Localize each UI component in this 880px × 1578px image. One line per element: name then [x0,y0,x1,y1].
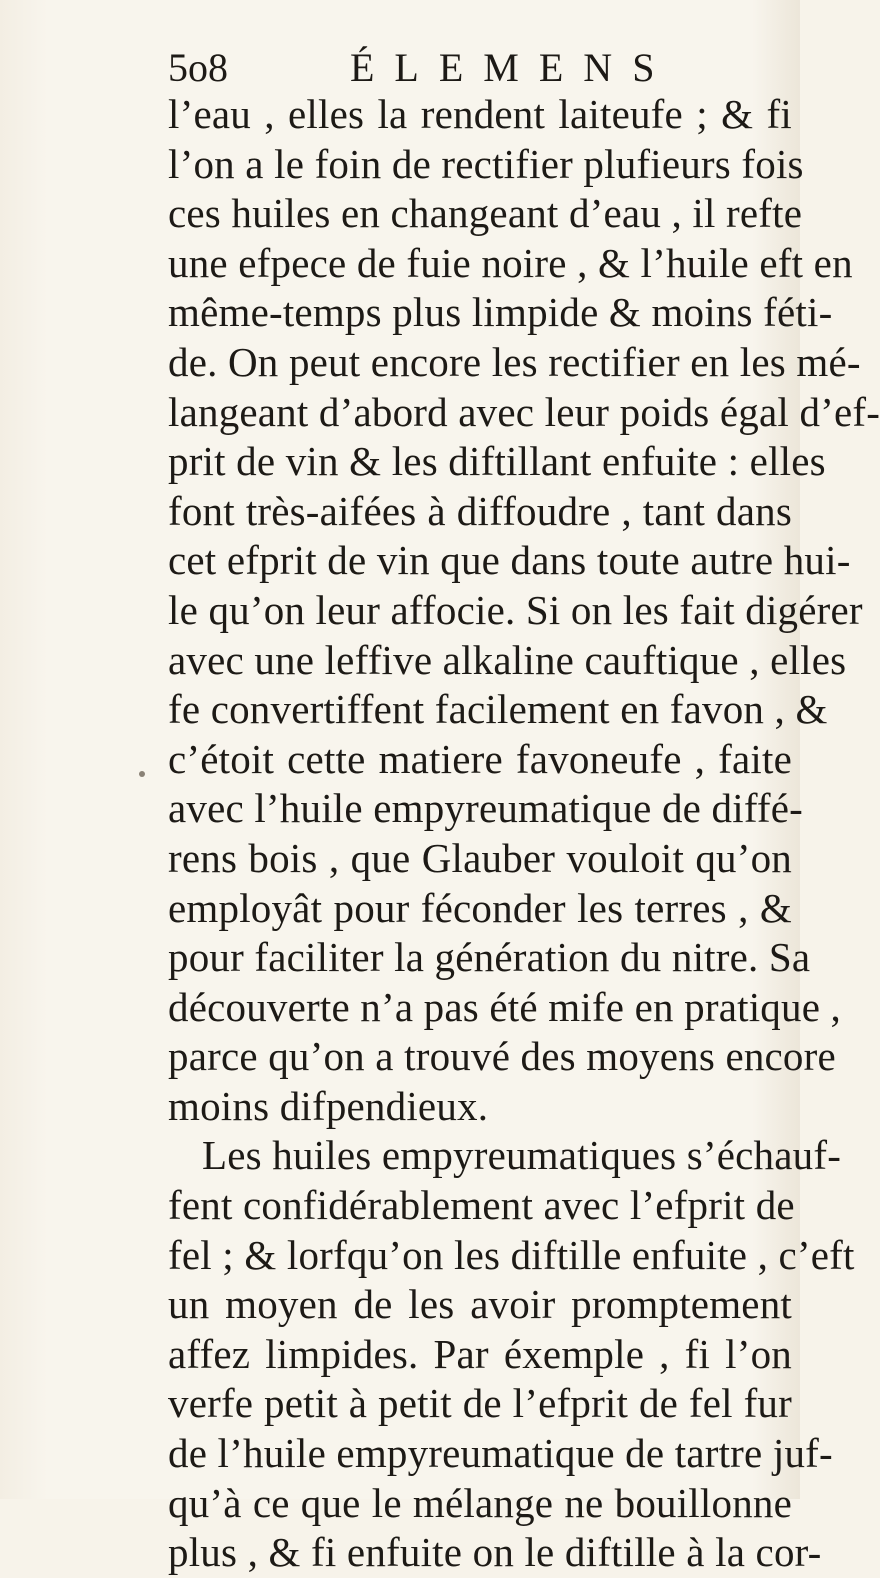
text-line: affez limpides. Par éxemple , fi l’on [168,1330,792,1377]
text-line: fel ; & lorfqu’on les diftille enfuite , c’eft [168,1231,855,1278]
text-line: une efpece de fuie noire , & l’huile eft en [168,239,853,286]
text-line: langeant d’abord avec leur poids égal d’ef- [168,388,880,435]
paragraph-end-line: moins difpendieux. [168,1082,489,1129]
text-line: cet efprit de vin que dans toute autre hui- [168,537,851,584]
text-line: de l’huile empyreumatique de tartre juf- [168,1430,833,1477]
text-line: qu’à ce que le mélange ne bouillonne [168,1479,792,1526]
running-title: ÉLEMENS [350,45,675,90]
text-line: plus , & fi enfuite on le diftille à la cor- [168,1529,822,1576]
text-line: parce qu’on a trouvé des moyens encore [168,1033,836,1080]
text-line: pour faciliter la génération du nitre. Sa [168,934,811,981]
text-line: le qu’on leur affocie. Si on les fait digérer [168,586,863,633]
text-line: fe convertiffent facilement en favon , & [168,686,828,733]
text-line: avec l’huile empyreumatique de diffé- [168,785,804,832]
page-header [168,40,675,90]
text-line: ces huiles en changeant d’eau , il refte [168,190,803,237]
text-line: l’eau , elles la rendent laiteufe ; & fi [168,91,792,137]
text-line: rens bois , que Glauber vouloit qu’on [168,834,792,881]
text-line: avec une leffive alkaline cauftique , elles [168,636,847,683]
text-line: employât pour féconder les terres , & [168,884,792,931]
text-line: c’étoit cette matiere favoneufe , faite [168,735,792,782]
text-line: de. On peut encore les rectifier en les mé- [168,338,861,385]
text-line: verfe petit à petit de l’efprit de fel fur [168,1380,792,1427]
text-line: prit de vin & les diftillant enfuite : elles [168,438,826,485]
margin-ink-mark [139,771,145,777]
paragraph-start-line: Les huiles empyreumatiques s’échauf- [202,1132,842,1179]
page-number: 5o8 [168,45,228,90]
body-text [168,90,880,1578]
text-line: l’on a le foin de rectifier plufieurs fois [168,140,804,187]
text-line: un moyen de les avoir promptement [168,1281,792,1328]
text-line: font très-aifées à diffoudre , tant dans [168,487,792,534]
text-line: découverte n’a pas été mife en pratique , [168,983,841,1030]
text-line: fent confidérablement avec l’efprit de [168,1182,795,1229]
text-line: même-temps plus limpide & moins féti- [168,289,833,336]
